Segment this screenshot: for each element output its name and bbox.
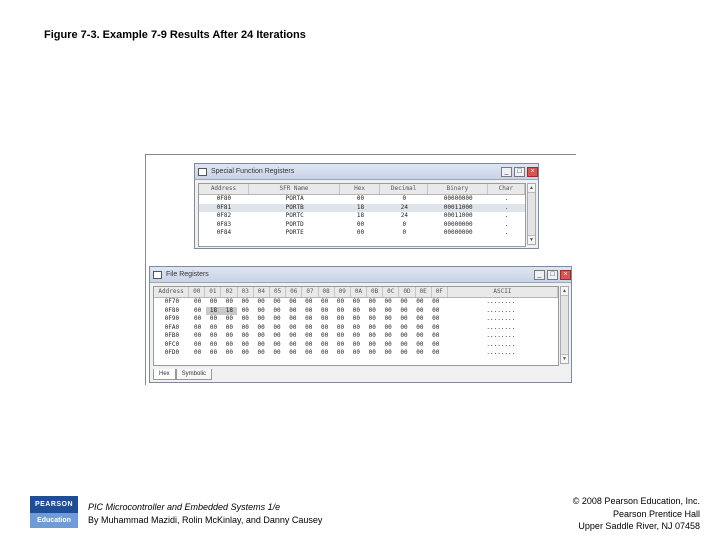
sfr-window bbox=[194, 163, 539, 249]
table-cell[interactable]: 00 bbox=[432, 349, 440, 356]
column-header[interactable]: 02 bbox=[221, 287, 237, 297]
table-cell[interactable]: 00 bbox=[209, 298, 218, 305]
sfr-titlebar[interactable] bbox=[195, 164, 538, 180]
table-cell[interactable]: 00 bbox=[194, 315, 202, 322]
table-cell[interactable]: 0FB0 bbox=[164, 332, 180, 339]
table-cell[interactable]: 18 bbox=[206, 307, 222, 316]
table-cell[interactable]: 0F81 bbox=[216, 203, 232, 211]
table-cell[interactable]: 00 bbox=[416, 298, 424, 305]
table-cell[interactable]: 00 bbox=[432, 315, 440, 322]
table-cell[interactable]: 00 bbox=[241, 315, 249, 322]
minimize-button[interactable]: _ bbox=[501, 167, 512, 177]
table-cell[interactable]: 00 bbox=[384, 298, 392, 305]
scroll-up-icon[interactable]: ▲ bbox=[562, 288, 567, 294]
window-icon bbox=[198, 168, 207, 176]
close-button[interactable]: × bbox=[560, 270, 571, 280]
scroll-down-icon[interactable]: ▼ bbox=[529, 237, 534, 243]
table-cell[interactable]: 00 bbox=[225, 298, 234, 305]
minimize-button[interactable]: _ bbox=[534, 270, 545, 280]
table-cell[interactable]: 00 bbox=[305, 306, 313, 314]
table-cell[interactable]: 00 bbox=[289, 340, 297, 348]
table-cell[interactable]: 00 bbox=[209, 349, 218, 356]
table-cell[interactable]: 00 bbox=[194, 323, 202, 331]
table-cell[interactable]: 00 bbox=[432, 306, 440, 314]
table-cell[interactable]: 00 bbox=[352, 340, 361, 348]
table-cell[interactable]: 00 bbox=[368, 306, 376, 314]
table-cell[interactable]: 00 bbox=[432, 340, 440, 348]
table-cell[interactable]: 00 bbox=[194, 298, 202, 305]
table-cell[interactable]: . bbox=[504, 212, 509, 219]
table-cell[interactable]: 00 bbox=[416, 340, 424, 348]
table-cell[interactable]: 0 bbox=[402, 220, 407, 228]
table-row[interactable] bbox=[154, 307, 558, 316]
table-cell[interactable]: 00 bbox=[352, 306, 361, 314]
table-cell[interactable]: PORTD bbox=[285, 220, 304, 228]
column-header[interactable]: 03 bbox=[238, 287, 254, 297]
table-cell[interactable]: 18 bbox=[356, 212, 365, 219]
table-cell[interactable]: 00 bbox=[257, 315, 265, 322]
table-cell[interactable]: 00 bbox=[289, 323, 297, 331]
table-cell[interactable]: 00 bbox=[241, 332, 249, 339]
table-cell[interactable]: PORTC bbox=[285, 212, 304, 219]
table-cell[interactable]: 00 bbox=[384, 349, 392, 356]
column-header[interactable]: 0F bbox=[432, 287, 448, 297]
table-cell[interactable]: 00 bbox=[352, 323, 361, 331]
table-cell[interactable]: 00 bbox=[194, 340, 202, 348]
file-registers-titlebar[interactable] bbox=[150, 267, 571, 283]
location: Upper Saddle River, NJ 07458 bbox=[578, 521, 700, 531]
view-tabs bbox=[153, 369, 212, 380]
column-header[interactable]: Hex bbox=[340, 184, 380, 194]
table-cell[interactable]: 0 bbox=[402, 229, 407, 236]
sfr-scrollbar[interactable] bbox=[527, 183, 536, 245]
table-cell[interactable]: 00 bbox=[257, 349, 265, 356]
table-cell[interactable]: 00 bbox=[257, 323, 265, 331]
table-cell[interactable]: 00 bbox=[289, 306, 297, 314]
footer-book-info bbox=[88, 501, 322, 527]
column-header[interactable]: 00 bbox=[189, 287, 205, 297]
table-cell[interactable]: 00 bbox=[241, 306, 249, 314]
table-cell[interactable]: 00 bbox=[289, 349, 297, 356]
tab-symbolic[interactable]: Symbolic bbox=[176, 369, 212, 380]
table-cell[interactable]: 00 bbox=[257, 298, 265, 305]
table-cell[interactable]: ........ bbox=[486, 323, 516, 331]
table-row[interactable] bbox=[199, 195, 525, 204]
table-cell[interactable]: 00 bbox=[416, 315, 424, 322]
table-cell[interactable]: 00 bbox=[384, 315, 392, 322]
table-cell[interactable]: 00 bbox=[400, 349, 408, 356]
maximize-button[interactable]: □ bbox=[514, 167, 525, 177]
table-cell[interactable]: . bbox=[504, 203, 509, 211]
column-header-row bbox=[154, 287, 558, 298]
table-cell[interactable]: 00 bbox=[352, 349, 361, 356]
column-header[interactable]: 04 bbox=[254, 287, 270, 297]
column-header[interactable]: 0C bbox=[383, 287, 399, 297]
table-cell[interactable]: 00 bbox=[305, 323, 313, 331]
table-row[interactable] bbox=[154, 332, 558, 341]
scroll-up-icon[interactable]: ▲ bbox=[529, 185, 534, 191]
table-cell[interactable]: 00 bbox=[289, 298, 297, 305]
table-cell[interactable]: PORTE bbox=[285, 229, 304, 236]
table-cell[interactable]: 00 bbox=[400, 298, 408, 305]
table-cell[interactable]: 0F82 bbox=[216, 212, 232, 219]
footer-publisher-info bbox=[573, 495, 700, 533]
table-cell[interactable]: 24 bbox=[400, 212, 408, 219]
column-header[interactable]: Binary bbox=[428, 184, 488, 194]
table-cell[interactable]: 00 bbox=[273, 315, 281, 322]
column-header[interactable]: 01 bbox=[205, 287, 221, 297]
table-cell[interactable]: 00 bbox=[241, 340, 249, 348]
table-cell[interactable]: 00 bbox=[305, 315, 313, 322]
table-row[interactable] bbox=[154, 349, 558, 358]
table-cell[interactable]: 00 bbox=[368, 340, 376, 348]
table-cell[interactable]: 00 bbox=[336, 340, 345, 348]
table-cell[interactable]: 00 bbox=[321, 340, 329, 348]
table-cell[interactable]: 00 bbox=[321, 349, 329, 356]
table-cell[interactable]: 00 bbox=[209, 323, 218, 331]
table-cell[interactable]: 00 bbox=[356, 229, 365, 236]
table-cell[interactable]: 0F70 bbox=[164, 298, 180, 305]
file-registers-window-title: File Registers bbox=[166, 271, 209, 278]
table-row[interactable] bbox=[199, 212, 525, 221]
table-cell[interactable]: 00 bbox=[400, 306, 408, 314]
maximize-button[interactable]: □ bbox=[547, 270, 558, 280]
logo-wordmark: PEARSON bbox=[30, 496, 78, 513]
table-row[interactable] bbox=[154, 324, 558, 333]
column-header[interactable]: 0D bbox=[399, 287, 415, 297]
table-cell[interactable]: ........ bbox=[486, 315, 516, 322]
table-cell[interactable]: 00 bbox=[305, 332, 313, 339]
table-cell[interactable]: 00 bbox=[432, 332, 440, 339]
table-cell[interactable]: 00 bbox=[225, 340, 234, 348]
file-registers-table bbox=[153, 286, 559, 366]
table-cell[interactable]: . bbox=[504, 220, 509, 228]
table-cell[interactable]: 0F80 bbox=[216, 195, 232, 202]
table-cell[interactable]: 00 bbox=[336, 349, 345, 356]
table-cell[interactable]: 00 bbox=[273, 323, 281, 331]
table-cell[interactable]: ........ bbox=[486, 349, 516, 356]
sfr-table bbox=[198, 183, 526, 247]
column-header[interactable]: SFR Name bbox=[249, 184, 340, 194]
table-cell[interactable]: 00 bbox=[416, 323, 424, 331]
table-cell[interactable]: 00 bbox=[241, 349, 249, 356]
file-registers-scrollbar[interactable] bbox=[560, 286, 569, 364]
book-title: PIC Microcontroller and Embedded Systems 1/e bbox=[88, 502, 281, 512]
table-cell[interactable]: 00 bbox=[273, 306, 281, 314]
table-cell[interactable]: 00 bbox=[368, 323, 376, 331]
table-cell[interactable]: 00 bbox=[321, 323, 329, 331]
table-cell[interactable]: 00 bbox=[225, 323, 234, 331]
table-cell[interactable]: 0FD0 bbox=[164, 349, 180, 356]
column-header[interactable]: 06 bbox=[286, 287, 302, 297]
table-cell[interactable]: 0 bbox=[402, 195, 407, 202]
table-cell[interactable]: 00 bbox=[209, 340, 218, 348]
file-registers-window bbox=[149, 266, 572, 383]
table-cell[interactable]: 18 bbox=[221, 307, 237, 316]
table-cell[interactable]: 00 bbox=[225, 315, 234, 322]
table-cell[interactable]: 0FC0 bbox=[164, 340, 180, 348]
table-cell[interactable]: ........ bbox=[486, 306, 516, 314]
column-header[interactable]: Char bbox=[488, 184, 525, 194]
authors: By Muhammad Mazidi, Rolin McKinlay, and Danny Causey bbox=[88, 515, 323, 525]
table-cell[interactable]: 00 bbox=[336, 315, 345, 322]
table-cell[interactable]: 0F83 bbox=[216, 220, 232, 228]
table-row[interactable] bbox=[154, 315, 558, 324]
table-row[interactable] bbox=[154, 341, 558, 350]
table-cell[interactable]: 00 bbox=[241, 323, 249, 331]
table-cell[interactable]: PORTB bbox=[285, 203, 304, 211]
table-cell[interactable]: 00 bbox=[321, 315, 329, 322]
table-cell[interactable]: 00 bbox=[432, 298, 440, 305]
sfr-window-title: Special Function Registers bbox=[211, 168, 295, 175]
table-cell[interactable]: 00 bbox=[305, 349, 313, 356]
table-cell[interactable]: 0F84 bbox=[216, 229, 232, 236]
column-header[interactable]: 08 bbox=[319, 287, 335, 297]
table-cell[interactable]: 00 bbox=[336, 323, 345, 331]
table-cell[interactable]: 00 bbox=[368, 315, 376, 322]
table-cell[interactable]: 0F90 bbox=[164, 315, 180, 322]
table-cell[interactable]: 00 bbox=[321, 306, 329, 314]
table-cell[interactable]: 00 bbox=[209, 315, 218, 322]
table-cell[interactable]: 00 bbox=[225, 332, 234, 339]
column-header[interactable]: 0A bbox=[351, 287, 367, 297]
table-cell[interactable]: 00 bbox=[352, 315, 361, 322]
table-cell[interactable]: 00 bbox=[241, 298, 249, 305]
column-header[interactable]: 0E bbox=[416, 287, 432, 297]
table-cell[interactable]: 00011000 bbox=[443, 203, 473, 211]
table-cell[interactable]: 00 bbox=[336, 306, 345, 314]
window-icon bbox=[153, 271, 162, 279]
table-row[interactable] bbox=[199, 204, 525, 213]
pearson-logo bbox=[30, 496, 78, 528]
column-header[interactable]: Decimal bbox=[380, 184, 428, 194]
table-cell[interactable]: ........ bbox=[486, 298, 516, 305]
table-cell[interactable]: 00 bbox=[432, 323, 440, 331]
table-cell[interactable]: 00 bbox=[273, 332, 281, 339]
table-cell[interactable]: . bbox=[504, 195, 509, 202]
table-cell[interactable]: 00 bbox=[194, 349, 202, 356]
table-cell[interactable]: 00 bbox=[352, 298, 361, 305]
table-cell[interactable]: 00 bbox=[352, 332, 361, 339]
table-cell[interactable]: 00 bbox=[400, 332, 408, 339]
table-cell[interactable]: 00 bbox=[209, 332, 218, 339]
copyright: © 2008 Pearson Education, Inc. bbox=[572, 496, 700, 506]
table-cell[interactable]: 00 bbox=[356, 195, 365, 202]
table-cell[interactable]: 00 bbox=[368, 332, 376, 339]
table-cell[interactable]: 00 bbox=[336, 298, 345, 305]
table-cell[interactable]: 0FA0 bbox=[164, 323, 180, 331]
table-cell[interactable]: 0F80 bbox=[164, 306, 180, 314]
screenshot-frame bbox=[145, 154, 576, 385]
table-cell[interactable]: 00 bbox=[289, 332, 297, 339]
table-cell[interactable]: 00000000 bbox=[443, 229, 473, 236]
table-cell[interactable]: 00 bbox=[321, 298, 329, 305]
table-cell[interactable]: . bbox=[504, 229, 509, 236]
column-header[interactable]: 0B bbox=[367, 287, 383, 297]
table-cell[interactable]: 00 bbox=[416, 332, 424, 339]
table-cell[interactable]: 00 bbox=[416, 349, 424, 356]
table-cell[interactable]: 00 bbox=[305, 340, 313, 348]
logo-subtitle: Education bbox=[30, 513, 78, 528]
table-cell[interactable]: 00 bbox=[225, 349, 234, 356]
table-cell[interactable]: 00000000 bbox=[443, 195, 473, 202]
table-cell[interactable]: 00 bbox=[273, 340, 281, 348]
column-header-row bbox=[199, 184, 525, 195]
table-cell[interactable]: 00000000 bbox=[443, 220, 473, 228]
publisher: Pearson Prentice Hall bbox=[612, 508, 700, 519]
tab-hex[interactable]: Hex bbox=[153, 369, 176, 380]
table-cell[interactable]: 00 bbox=[384, 340, 392, 348]
table-cell[interactable]: 00 bbox=[384, 332, 392, 339]
column-header[interactable]: 05 bbox=[270, 287, 286, 297]
table-cell[interactable]: 24 bbox=[400, 203, 408, 211]
slide-title: Figure 7-3. Example 7-9 Results After 24 Iterations bbox=[44, 29, 306, 41]
table-cell[interactable]: 00 bbox=[356, 220, 365, 228]
table-row[interactable] bbox=[199, 229, 525, 238]
table-cell[interactable]: ........ bbox=[486, 340, 516, 348]
table-cell[interactable]: 00 bbox=[273, 298, 281, 305]
table-cell[interactable]: 00 bbox=[400, 315, 408, 322]
table-row[interactable] bbox=[154, 298, 558, 307]
table-cell[interactable]: PORTA bbox=[285, 195, 304, 202]
table-cell[interactable]: 00 bbox=[321, 332, 329, 339]
table-cell[interactable]: 00 bbox=[416, 306, 424, 314]
table-cell[interactable]: 00 bbox=[400, 323, 408, 331]
table-cell[interactable]: 00 bbox=[257, 332, 265, 339]
table-cell[interactable]: 00 bbox=[305, 298, 313, 305]
table-cell[interactable]: 00011000 bbox=[443, 212, 473, 219]
table-cell[interactable]: 00 bbox=[257, 306, 265, 314]
column-header[interactable]: 07 bbox=[302, 287, 318, 297]
table-row[interactable] bbox=[199, 221, 525, 230]
table-cell[interactable]: ........ bbox=[486, 332, 516, 339]
table-cell[interactable]: 00 bbox=[194, 332, 202, 339]
table-cell[interactable]: 00 bbox=[289, 315, 297, 322]
scroll-down-icon[interactable]: ▼ bbox=[562, 356, 567, 362]
close-button[interactable]: × bbox=[527, 167, 538, 177]
column-header[interactable]: ASCII bbox=[448, 287, 558, 297]
table-cell[interactable]: 00 bbox=[400, 340, 408, 348]
table-cell[interactable]: 00 bbox=[368, 349, 376, 356]
column-header[interactable]: Address bbox=[154, 287, 189, 297]
column-header[interactable]: 09 bbox=[335, 287, 351, 297]
table-cell[interactable]: 00 bbox=[384, 306, 392, 314]
table-cell[interactable]: 00 bbox=[384, 323, 392, 331]
table-cell[interactable]: 00 bbox=[257, 340, 265, 348]
table-cell[interactable]: 00 bbox=[368, 298, 376, 305]
table-cell[interactable]: 00 bbox=[336, 332, 345, 339]
table-cell[interactable]: 18 bbox=[356, 203, 365, 211]
table-cell[interactable]: 00 bbox=[194, 306, 202, 314]
column-header[interactable]: Address bbox=[199, 184, 249, 194]
table-cell[interactable]: 00 bbox=[273, 349, 281, 356]
